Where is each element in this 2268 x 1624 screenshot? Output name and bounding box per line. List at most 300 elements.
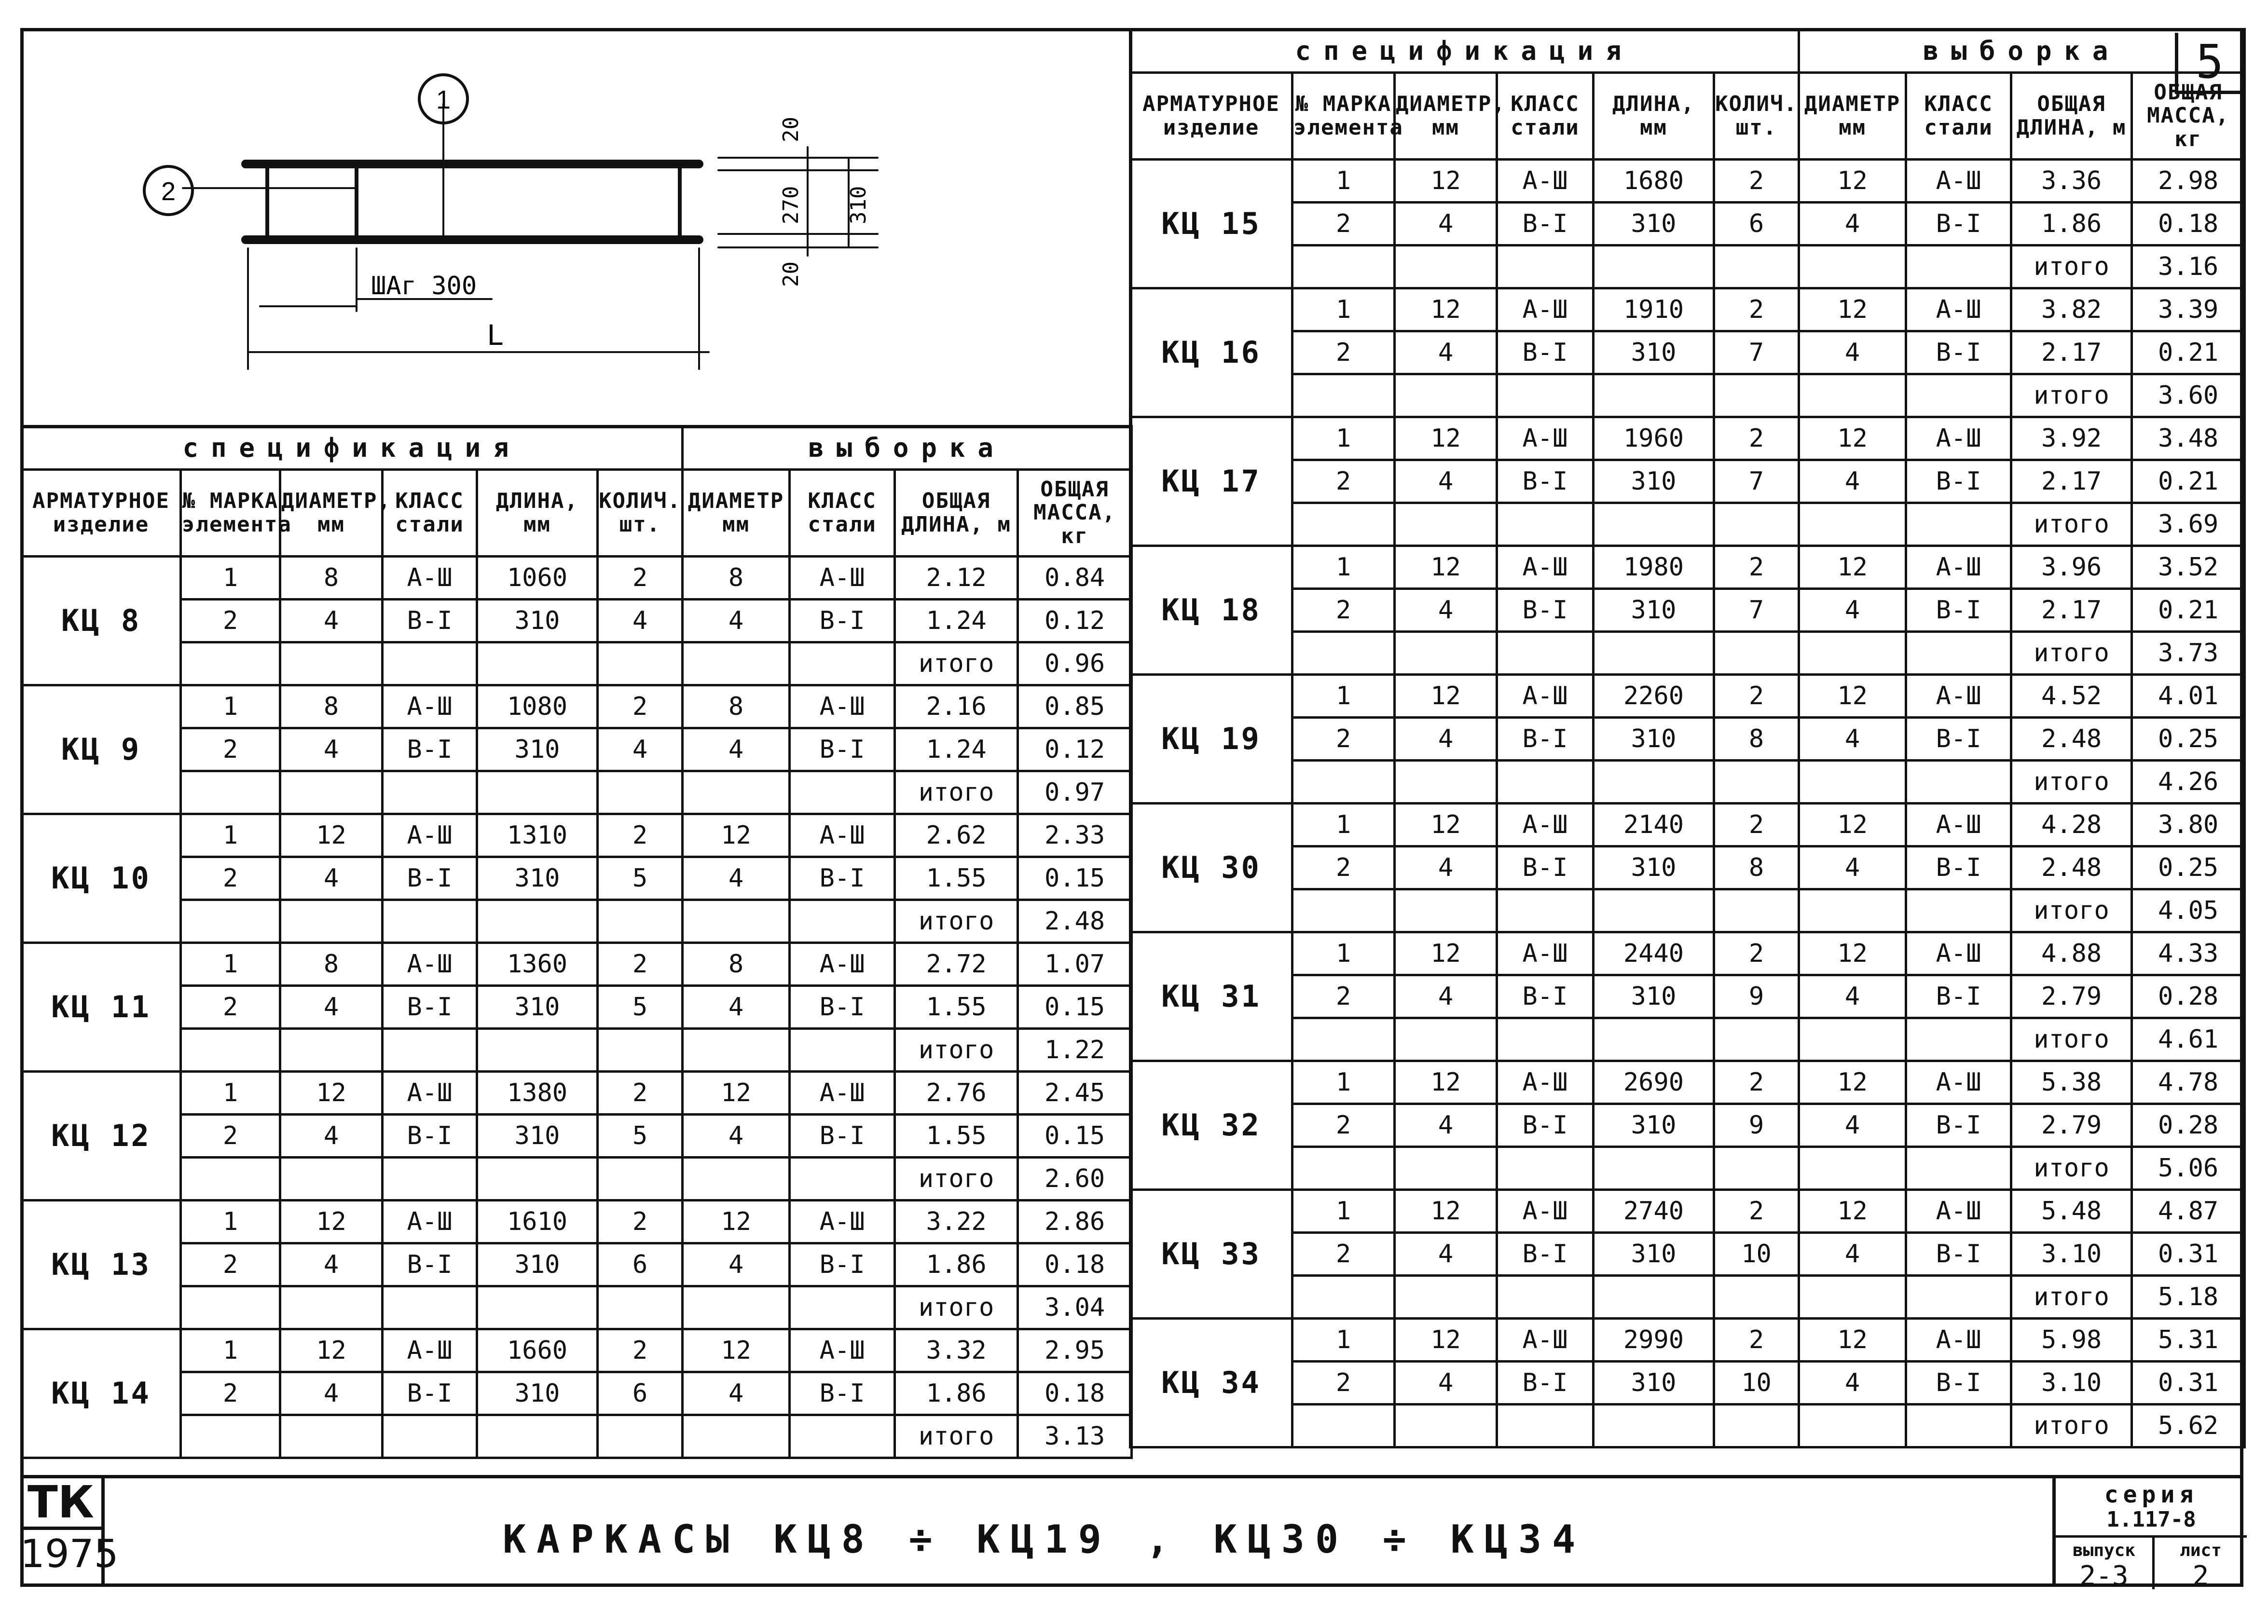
table-cell: 2.98 xyxy=(2132,160,2245,203)
empty-cell xyxy=(181,771,280,814)
table-row xyxy=(1130,288,2245,331)
table-cell: А-Ш xyxy=(383,1072,477,1115)
column-header: ДЛИНА, мм xyxy=(1594,73,1714,160)
total-label: итого xyxy=(895,1415,1018,1458)
table-cell: 7 xyxy=(1714,589,1799,632)
table-row xyxy=(1130,1061,2245,1104)
empty-cell xyxy=(1594,889,1714,932)
table-cell: 1980 xyxy=(1594,546,1714,589)
column-header: КЛАСС стали xyxy=(1497,73,1594,160)
table-cell: 12 xyxy=(1395,932,1497,975)
table-row xyxy=(1130,1104,2245,1147)
table-cell: 7 xyxy=(1714,331,1799,374)
table-row xyxy=(1130,589,2245,632)
table-cell: В-I xyxy=(790,986,895,1029)
table-cell: 2 xyxy=(1292,460,1395,503)
table-cell: 310 xyxy=(477,857,598,900)
total-mass: 3.04 xyxy=(1018,1286,1132,1329)
table-cell: А-Ш xyxy=(383,1329,477,1372)
empty-cell xyxy=(1395,761,1497,804)
table-cell: 3.32 xyxy=(895,1329,1018,1372)
table-cell: 2 xyxy=(598,685,683,728)
table-cell: 2 xyxy=(1292,203,1395,246)
table-cell: 310 xyxy=(477,986,598,1029)
total-mass: 2.60 xyxy=(1018,1158,1132,1201)
table-row xyxy=(22,857,1132,900)
total-label: итого xyxy=(2011,632,2132,675)
table-cell: А-Ш xyxy=(1906,1319,2011,1362)
empty-cell xyxy=(1594,374,1714,417)
table-row xyxy=(22,986,1132,1029)
empty-cell xyxy=(1714,1018,1799,1061)
table-cell: 4 xyxy=(1799,331,1906,374)
empty-cell xyxy=(1594,632,1714,675)
table-cell: А-Ш xyxy=(1906,288,2011,331)
total-label: итого xyxy=(2011,1147,2132,1190)
table-cell: А-Ш xyxy=(1906,804,2011,846)
column-header: ДИАМЕТР, мм xyxy=(280,470,383,557)
table-cell: 0.85 xyxy=(1018,685,1132,728)
table-cell: В-I xyxy=(1906,1362,2011,1405)
empty-cell xyxy=(477,1029,598,1072)
table-cell: 310 xyxy=(1594,589,1714,632)
table-cell: А-Ш xyxy=(790,685,895,728)
empty-cell xyxy=(1906,503,2011,546)
callout-1-label: 1 xyxy=(436,85,451,114)
empty-cell xyxy=(280,1029,383,1072)
table-cell: 0.18 xyxy=(1018,1243,1132,1286)
table-cell: 4 xyxy=(1395,975,1497,1018)
series-label: серия xyxy=(2104,1481,2199,1508)
table-cell: 2 xyxy=(1714,675,1799,718)
table-cell: 4 xyxy=(683,600,790,642)
table-cell: 1 xyxy=(1292,417,1395,460)
column-header: КЛАСС стали xyxy=(1906,73,2011,160)
table-cell: 4.33 xyxy=(2132,932,2245,975)
table-cell: 12 xyxy=(1799,932,1906,975)
column-header: ОБЩАЯ МАССА, кг xyxy=(1018,470,1132,557)
table-cell: 12 xyxy=(1395,675,1497,718)
table-cell: 0.15 xyxy=(1018,1115,1132,1158)
table-cell: В-I xyxy=(790,1115,895,1158)
empty-cell xyxy=(1594,1405,1714,1447)
table-cell: 3.80 xyxy=(2132,804,2245,846)
empty-cell xyxy=(598,1286,683,1329)
table-cell: 12 xyxy=(280,1329,383,1372)
table-cell: 2260 xyxy=(1594,675,1714,718)
table-cell: А-Ш xyxy=(1497,675,1594,718)
table-cell: 2 xyxy=(1714,417,1799,460)
empty-cell xyxy=(280,642,383,685)
empty-cell xyxy=(1497,1276,1594,1319)
table-cell: 4 xyxy=(1799,1362,1906,1405)
table-row xyxy=(22,1072,1132,1115)
empty-cell xyxy=(280,1415,383,1458)
table-cell: 8 xyxy=(1714,846,1799,889)
table-cell: 12 xyxy=(1799,1061,1906,1104)
product-name: КЦ 33 xyxy=(1130,1190,1292,1319)
table-cell: 4 xyxy=(1395,718,1497,761)
table-cell: 3.36 xyxy=(2011,160,2132,203)
total-mass: 3.13 xyxy=(1018,1415,1132,1458)
empty-cell xyxy=(1395,889,1497,932)
product-name: КЦ 11 xyxy=(22,943,181,1072)
column-header: № МАРКА элемента xyxy=(1292,73,1395,160)
empty-cell xyxy=(1714,632,1799,675)
table-cell: 4 xyxy=(683,728,790,771)
column-header: ОБЩАЯ ДЛИНА, м xyxy=(895,470,1018,557)
table-cell: 4.78 xyxy=(2132,1061,2245,1104)
total-row xyxy=(1130,246,2245,288)
total-row xyxy=(1130,761,2245,804)
table-cell: 1.86 xyxy=(2011,203,2132,246)
sheet-cell xyxy=(2155,1538,2247,1592)
table-cell: 2.16 xyxy=(895,685,1018,728)
product-name: КЦ 9 xyxy=(22,685,181,814)
table-cell: 2.17 xyxy=(2011,331,2132,374)
empty-cell xyxy=(477,642,598,685)
product-name: КЦ 30 xyxy=(1130,804,1292,932)
table-cell: 1360 xyxy=(477,943,598,986)
table-cell: 12 xyxy=(1799,804,1906,846)
empty-cell xyxy=(1799,632,1906,675)
dim-top: 20 xyxy=(779,117,803,142)
table-row xyxy=(1130,846,2245,889)
table-cell: 2 xyxy=(1292,975,1395,1018)
table-cell: 12 xyxy=(1799,160,1906,203)
empty-cell xyxy=(1395,246,1497,288)
table-cell: 12 xyxy=(1395,417,1497,460)
table-cell: 2440 xyxy=(1594,932,1714,975)
table-cell: 5.31 xyxy=(2132,1319,2245,1362)
table-cell: 0.12 xyxy=(1018,728,1132,771)
table-cell: В-I xyxy=(1497,460,1594,503)
empty-cell xyxy=(1714,503,1799,546)
table-cell: 1 xyxy=(1292,804,1395,846)
empty-cell xyxy=(181,1286,280,1329)
length-label: L xyxy=(487,319,504,352)
sheet-label: лист xyxy=(2180,1541,2222,1560)
callout-2-label: 2 xyxy=(161,177,176,206)
column-header: ОБЩАЯ ДЛИНА, м xyxy=(2011,73,2132,160)
product-name: КЦ 16 xyxy=(1130,288,1292,417)
table-cell: В-I xyxy=(790,728,895,771)
empty-cell xyxy=(1799,246,1906,288)
table-row xyxy=(1130,1362,2245,1405)
table-cell: 4 xyxy=(598,728,683,771)
drawing-title: КАРКАСЫ КЦ8 ÷ КЦ19 , КЦ30 ÷ КЦ34 xyxy=(503,1517,1586,1562)
table-cell: В-I xyxy=(1906,460,2011,503)
empty-cell xyxy=(1799,889,1906,932)
product-name: КЦ 17 xyxy=(1130,417,1292,546)
table-cell: А-Ш xyxy=(1497,417,1594,460)
table-cell: 2 xyxy=(1714,932,1799,975)
product-name: КЦ 10 xyxy=(22,814,181,943)
table-cell: 2.62 xyxy=(895,814,1018,857)
table-cell: 12 xyxy=(683,1201,790,1243)
table-cell: 12 xyxy=(1395,160,1497,203)
total-mass: 5.62 xyxy=(2132,1405,2245,1447)
table-cell: 3.96 xyxy=(2011,546,2132,589)
table-cell: 2 xyxy=(181,857,280,900)
table-cell: 1380 xyxy=(477,1072,598,1115)
table-cell: В-I xyxy=(1497,203,1594,246)
table-row xyxy=(22,1329,1132,1372)
table-cell: 5.38 xyxy=(2011,1061,2132,1104)
table-cell: 1 xyxy=(1292,160,1395,203)
table-cell: 3.22 xyxy=(895,1201,1018,1243)
table-cell: В-I xyxy=(1497,1362,1594,1405)
table-cell: 0.28 xyxy=(2132,975,2245,1018)
table-cell: 7 xyxy=(1714,460,1799,503)
table-row xyxy=(1130,417,2245,460)
table-cell: А-Ш xyxy=(383,1201,477,1243)
empty-cell xyxy=(1799,1018,1906,1061)
table-cell: 4 xyxy=(1395,1362,1497,1405)
table-cell: 2 xyxy=(181,1115,280,1158)
table-cell: 2 xyxy=(1292,331,1395,374)
empty-cell xyxy=(383,900,477,943)
total-row xyxy=(22,1415,1132,1458)
table-cell: В-I xyxy=(383,600,477,642)
table-cell: 1 xyxy=(1292,1190,1395,1233)
empty-cell xyxy=(181,1029,280,1072)
empty-cell xyxy=(1292,1018,1395,1061)
empty-cell xyxy=(1714,246,1799,288)
spec-table-left xyxy=(20,425,1133,1459)
empty-cell xyxy=(598,771,683,814)
table-cell: 8 xyxy=(1714,718,1799,761)
table-cell: 8 xyxy=(280,557,383,600)
table-cell: 10 xyxy=(1714,1362,1799,1405)
table-cell: 2 xyxy=(598,1329,683,1372)
spec-table-right xyxy=(1129,28,2246,1448)
empty-cell xyxy=(280,771,383,814)
empty-cell xyxy=(1292,246,1395,288)
table-cell: 4 xyxy=(683,1115,790,1158)
empty-cell xyxy=(790,900,895,943)
table-row xyxy=(1130,932,2245,975)
table-cell: 2 xyxy=(598,943,683,986)
table-row xyxy=(1130,804,2245,846)
table-cell: 5 xyxy=(598,986,683,1029)
table-cell: А-Ш xyxy=(1497,932,1594,975)
table-cell: 4.87 xyxy=(2132,1190,2245,1233)
series-box xyxy=(2052,1478,2247,1592)
empty-cell xyxy=(1906,246,2011,288)
table-cell: 4 xyxy=(1799,203,1906,246)
table-row xyxy=(1130,675,2245,718)
table-cell: 0.25 xyxy=(2132,718,2245,761)
table-cell: 2 xyxy=(1292,1362,1395,1405)
table-cell: 0.21 xyxy=(2132,589,2245,632)
table-cell: 4 xyxy=(1395,1233,1497,1276)
table-cell: 1 xyxy=(1292,546,1395,589)
column-header: ДЛИНА, мм xyxy=(477,470,598,557)
table-cell: 4 xyxy=(1799,589,1906,632)
empty-cell xyxy=(477,1415,598,1458)
empty-cell xyxy=(598,900,683,943)
table-cell: 1 xyxy=(1292,675,1395,718)
empty-cell xyxy=(1395,1018,1497,1061)
total-mass: 0.97 xyxy=(1018,771,1132,814)
table-cell: 310 xyxy=(1594,1362,1714,1405)
table-cell: 310 xyxy=(477,1115,598,1158)
column-header: ДИАМЕТР мм xyxy=(683,470,790,557)
empty-cell xyxy=(1799,1147,1906,1190)
empty-cell xyxy=(1395,374,1497,417)
table-cell: 2 xyxy=(1714,1190,1799,1233)
table-cell: 2 xyxy=(181,986,280,1029)
empty-cell xyxy=(1497,632,1594,675)
table-cell: 2.72 xyxy=(895,943,1018,986)
empty-cell xyxy=(1292,1147,1395,1190)
table-cell: 4 xyxy=(1799,975,1906,1018)
table-cell: 9 xyxy=(1714,1104,1799,1147)
table-cell: 1610 xyxy=(477,1201,598,1243)
empty-cell xyxy=(280,1286,383,1329)
empty-cell xyxy=(598,1029,683,1072)
table-cell: 1 xyxy=(1292,1061,1395,1104)
table-cell: А-Ш xyxy=(1497,1061,1594,1104)
empty-cell xyxy=(1714,374,1799,417)
total-label: итого xyxy=(2011,1405,2132,1447)
table-cell: 4 xyxy=(280,857,383,900)
empty-cell xyxy=(1799,374,1906,417)
empty-cell xyxy=(1292,374,1395,417)
empty-cell xyxy=(1594,1147,1714,1190)
table-cell: 310 xyxy=(477,1243,598,1286)
table-cell: 8 xyxy=(280,685,383,728)
table-cell: А-Ш xyxy=(383,814,477,857)
empty-cell xyxy=(1799,761,1906,804)
issue-sheet-row xyxy=(2056,1535,2247,1592)
empty-cell xyxy=(477,771,598,814)
table-cell: 310 xyxy=(477,600,598,642)
table-cell: 4 xyxy=(280,1372,383,1415)
table-cell: 2 xyxy=(181,1372,280,1415)
table-row xyxy=(22,1201,1132,1243)
table-cell: А-Ш xyxy=(1497,288,1594,331)
empty-cell xyxy=(1906,1147,2011,1190)
table-cell: 310 xyxy=(477,1372,598,1415)
table-cell: 4.52 xyxy=(2011,675,2132,718)
empty-cell xyxy=(683,1158,790,1201)
table-cell: 4.01 xyxy=(2132,675,2245,718)
table-cell: А-Ш xyxy=(1906,417,2011,460)
table-cell: В-I xyxy=(1497,718,1594,761)
column-header: КОЛИЧ. шт. xyxy=(598,470,683,557)
table-cell: 310 xyxy=(1594,203,1714,246)
empty-cell xyxy=(790,642,895,685)
table-cell: 2 xyxy=(1292,846,1395,889)
selection-group-header: выборка xyxy=(683,426,1132,470)
empty-cell xyxy=(1292,632,1395,675)
total-mass: 4.05 xyxy=(2132,889,2245,932)
total-label: итого xyxy=(2011,889,2132,932)
table-cell: 1910 xyxy=(1594,288,1714,331)
product-name: КЦ 12 xyxy=(22,1072,181,1201)
table-cell: 310 xyxy=(1594,1104,1714,1147)
table-cell: В-I xyxy=(790,857,895,900)
table-cell: 2 xyxy=(1292,589,1395,632)
empty-cell xyxy=(790,771,895,814)
table-row xyxy=(22,1372,1132,1415)
table-cell: 0.21 xyxy=(2132,331,2245,374)
total-label: итого xyxy=(895,1029,1018,1072)
total-label: итого xyxy=(2011,246,2132,288)
table-cell: В-I xyxy=(383,986,477,1029)
table-cell: 2 xyxy=(1292,1233,1395,1276)
total-mass: 0.96 xyxy=(1018,642,1132,685)
column-header: № МАРКА элемента xyxy=(181,470,280,557)
table-cell: 2.45 xyxy=(1018,1072,1132,1115)
empty-cell xyxy=(790,1286,895,1329)
table-cell: 2 xyxy=(1714,1061,1799,1104)
table-cell: 0.28 xyxy=(2132,1104,2245,1147)
table-cell: 1 xyxy=(181,943,280,986)
table-cell: А-Ш xyxy=(383,557,477,600)
table-cell: В-I xyxy=(383,1243,477,1286)
table-cell: 12 xyxy=(1799,288,1906,331)
table-cell: 2140 xyxy=(1594,804,1714,846)
table-cell: В-I xyxy=(1497,1233,1594,1276)
total-mass: 4.61 xyxy=(2132,1018,2245,1061)
table-cell: 2 xyxy=(1714,1319,1799,1362)
table-cell: В-I xyxy=(1906,203,2011,246)
frame-sketch xyxy=(24,31,1128,425)
empty-cell xyxy=(683,1415,790,1458)
table-row xyxy=(1130,718,2245,761)
empty-cell xyxy=(1594,1276,1714,1319)
empty-cell xyxy=(1292,1405,1395,1447)
column-header: АРМАТУРНОЕ изделие xyxy=(22,470,181,557)
total-label: итого xyxy=(895,1158,1018,1201)
product-name: КЦ 13 xyxy=(22,1201,181,1329)
empty-cell xyxy=(383,1415,477,1458)
total-row xyxy=(1130,889,2245,932)
total-label: итого xyxy=(2011,374,2132,417)
table-cell: 12 xyxy=(1799,546,1906,589)
table-cell: 4 xyxy=(598,600,683,642)
total-label: итого xyxy=(2011,1276,2132,1319)
table-cell: 0.31 xyxy=(2132,1362,2245,1405)
table-cell: 12 xyxy=(280,814,383,857)
table-row xyxy=(22,943,1132,986)
table-cell: 2 xyxy=(598,1201,683,1243)
empty-cell xyxy=(1594,761,1714,804)
empty-cell xyxy=(383,642,477,685)
empty-cell xyxy=(1799,1405,1906,1447)
table-row xyxy=(1130,1319,2245,1362)
column-header: КЛАСС стали xyxy=(790,470,895,557)
dim-bottom: 20 xyxy=(779,261,803,287)
total-row xyxy=(1130,503,2245,546)
total-mass: 3.73 xyxy=(2132,632,2245,675)
table-cell: 2.12 xyxy=(895,557,1018,600)
empty-cell xyxy=(1594,246,1714,288)
table-cell: В-I xyxy=(1497,589,1594,632)
table-cell: 3.10 xyxy=(2011,1233,2132,1276)
empty-cell xyxy=(1497,246,1594,288)
table-cell: А-Ш xyxy=(1497,546,1594,589)
tk-stamp xyxy=(20,1476,119,1587)
empty-cell xyxy=(280,900,383,943)
step-label: ШАг 300 xyxy=(371,272,477,300)
table-cell: 310 xyxy=(1594,846,1714,889)
table-cell: 310 xyxy=(1594,718,1714,761)
table-cell: 1.55 xyxy=(895,1115,1018,1158)
